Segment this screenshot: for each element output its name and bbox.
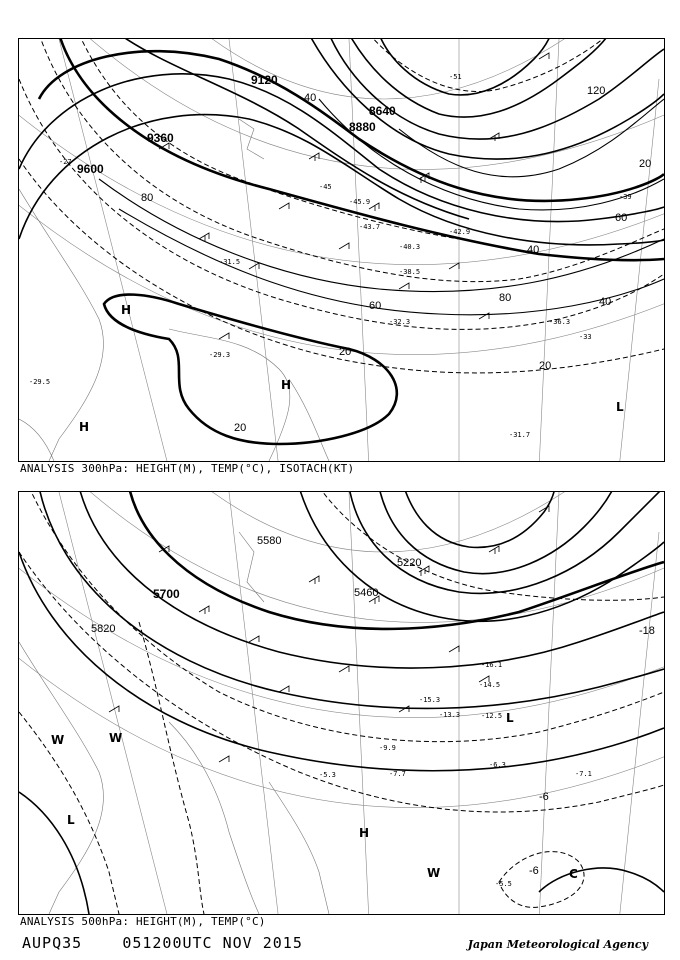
obs-value: -6.3: [489, 761, 506, 769]
obs-value: -31.5: [219, 258, 241, 266]
isotach-label: 80: [499, 292, 512, 304]
height-label: 8880: [349, 120, 376, 134]
obs-value: -12.5: [481, 712, 503, 720]
station-obs-500: [319, 661, 592, 888]
obs-value: -5.5: [495, 880, 512, 888]
map-300hpa-svg: [19, 39, 664, 461]
obs-value: -7.7: [389, 770, 406, 778]
isotach-label: 20: [234, 422, 247, 434]
chart-datetime: 051200UTC NOV 2015: [122, 934, 303, 952]
temp-label: -27: [59, 158, 72, 166]
obs-value: -45.9: [349, 198, 371, 206]
obs-value: -40.3: [399, 243, 421, 251]
temp-label: -6: [529, 865, 539, 877]
high-pressure-center: H: [359, 826, 370, 840]
panel-caption-300hpa: ANALYSIS 300hPa: HEIGHT(M), TEMP(°C), ISOTACH(KT): [20, 462, 355, 475]
obs-value: -36.3: [549, 318, 571, 326]
isotachs: [99, 99, 664, 315]
temp-label: -45: [319, 183, 332, 191]
height-label: 9120: [251, 73, 278, 87]
cold-center: C: [569, 867, 578, 881]
height-label: 8640: [369, 104, 396, 118]
isotach-label: 60: [369, 300, 382, 312]
obs-value: -16.1: [481, 661, 503, 669]
temp-labels-300: [59, 73, 632, 341]
obs-value: -14.5: [479, 681, 501, 689]
obs-value: -32.3: [389, 318, 411, 326]
obs-value: -29.5: [29, 378, 51, 386]
height-label: 5580: [257, 535, 282, 547]
panel-caption-500hpa: ANALYSIS 500hPa: HEIGHT(M), TEMP(°C): [20, 915, 266, 928]
isotach-label: 20: [339, 346, 352, 358]
map-panel-500hpa: [18, 491, 665, 915]
agency-name: Japan Meteorological Agency: [467, 938, 648, 951]
obs-value: -5.3: [319, 771, 336, 779]
warm-center: W: [109, 731, 123, 745]
temp-label: -18: [639, 625, 655, 637]
chart-code: AUPQ35: [22, 934, 83, 952]
low-pressure-center: L: [67, 813, 75, 827]
low-pressure-center: L: [616, 400, 624, 414]
isotach-label: 40: [304, 92, 317, 104]
height-label: 5220: [397, 557, 422, 569]
height-label: 5700: [153, 587, 180, 601]
height-contours: [19, 39, 664, 444]
obs-value: -9.9: [379, 744, 396, 752]
high-pressure-center: H: [79, 420, 90, 434]
obs-value: -31.7: [509, 431, 531, 439]
height-label: 5820: [91, 623, 116, 635]
temp-label: -39: [619, 193, 632, 201]
map-panel-300hpa: [18, 38, 665, 462]
obs-value: -13.3: [439, 711, 461, 719]
isotach-label: 80: [141, 192, 154, 204]
low-pressure-center: L: [506, 711, 514, 725]
isotach-labels-300: [141, 85, 651, 434]
chart-code-line: [22, 934, 303, 952]
latlon-grid: [19, 39, 664, 461]
obs-value: -42.9: [449, 228, 471, 236]
height-label: 5460: [354, 587, 379, 599]
isotach-label: 40: [599, 296, 612, 308]
pressure-centers-500: [51, 711, 578, 881]
warm-center: W: [51, 733, 65, 747]
map-500hpa-svg: [19, 492, 664, 914]
temp-label: -33: [579, 333, 592, 341]
high-pressure-center: H: [121, 303, 132, 317]
temp-label: -51: [449, 73, 462, 81]
warm-center: W: [427, 866, 441, 880]
height-label: 9600: [77, 162, 104, 176]
obs-value: -29.3: [209, 351, 231, 359]
height-label: 9360: [147, 131, 174, 145]
obs-value: -38.5: [399, 268, 421, 276]
high-pressure-center: H: [281, 378, 292, 392]
isotach-label: 20: [539, 360, 552, 372]
obs-value: -15.3: [419, 696, 441, 704]
coastlines: [19, 119, 329, 461]
wind-barbs: [109, 506, 549, 762]
isotach-label: 60: [615, 212, 628, 224]
height-contours: [19, 492, 664, 914]
isotach-label: 20: [639, 158, 652, 170]
isotach-label: 120: [587, 85, 606, 97]
obs-value: -43.7: [359, 223, 381, 231]
obs-value: -7.1: [575, 770, 592, 778]
temp-label: -6: [539, 791, 549, 803]
isotach-label: 40: [527, 244, 540, 256]
